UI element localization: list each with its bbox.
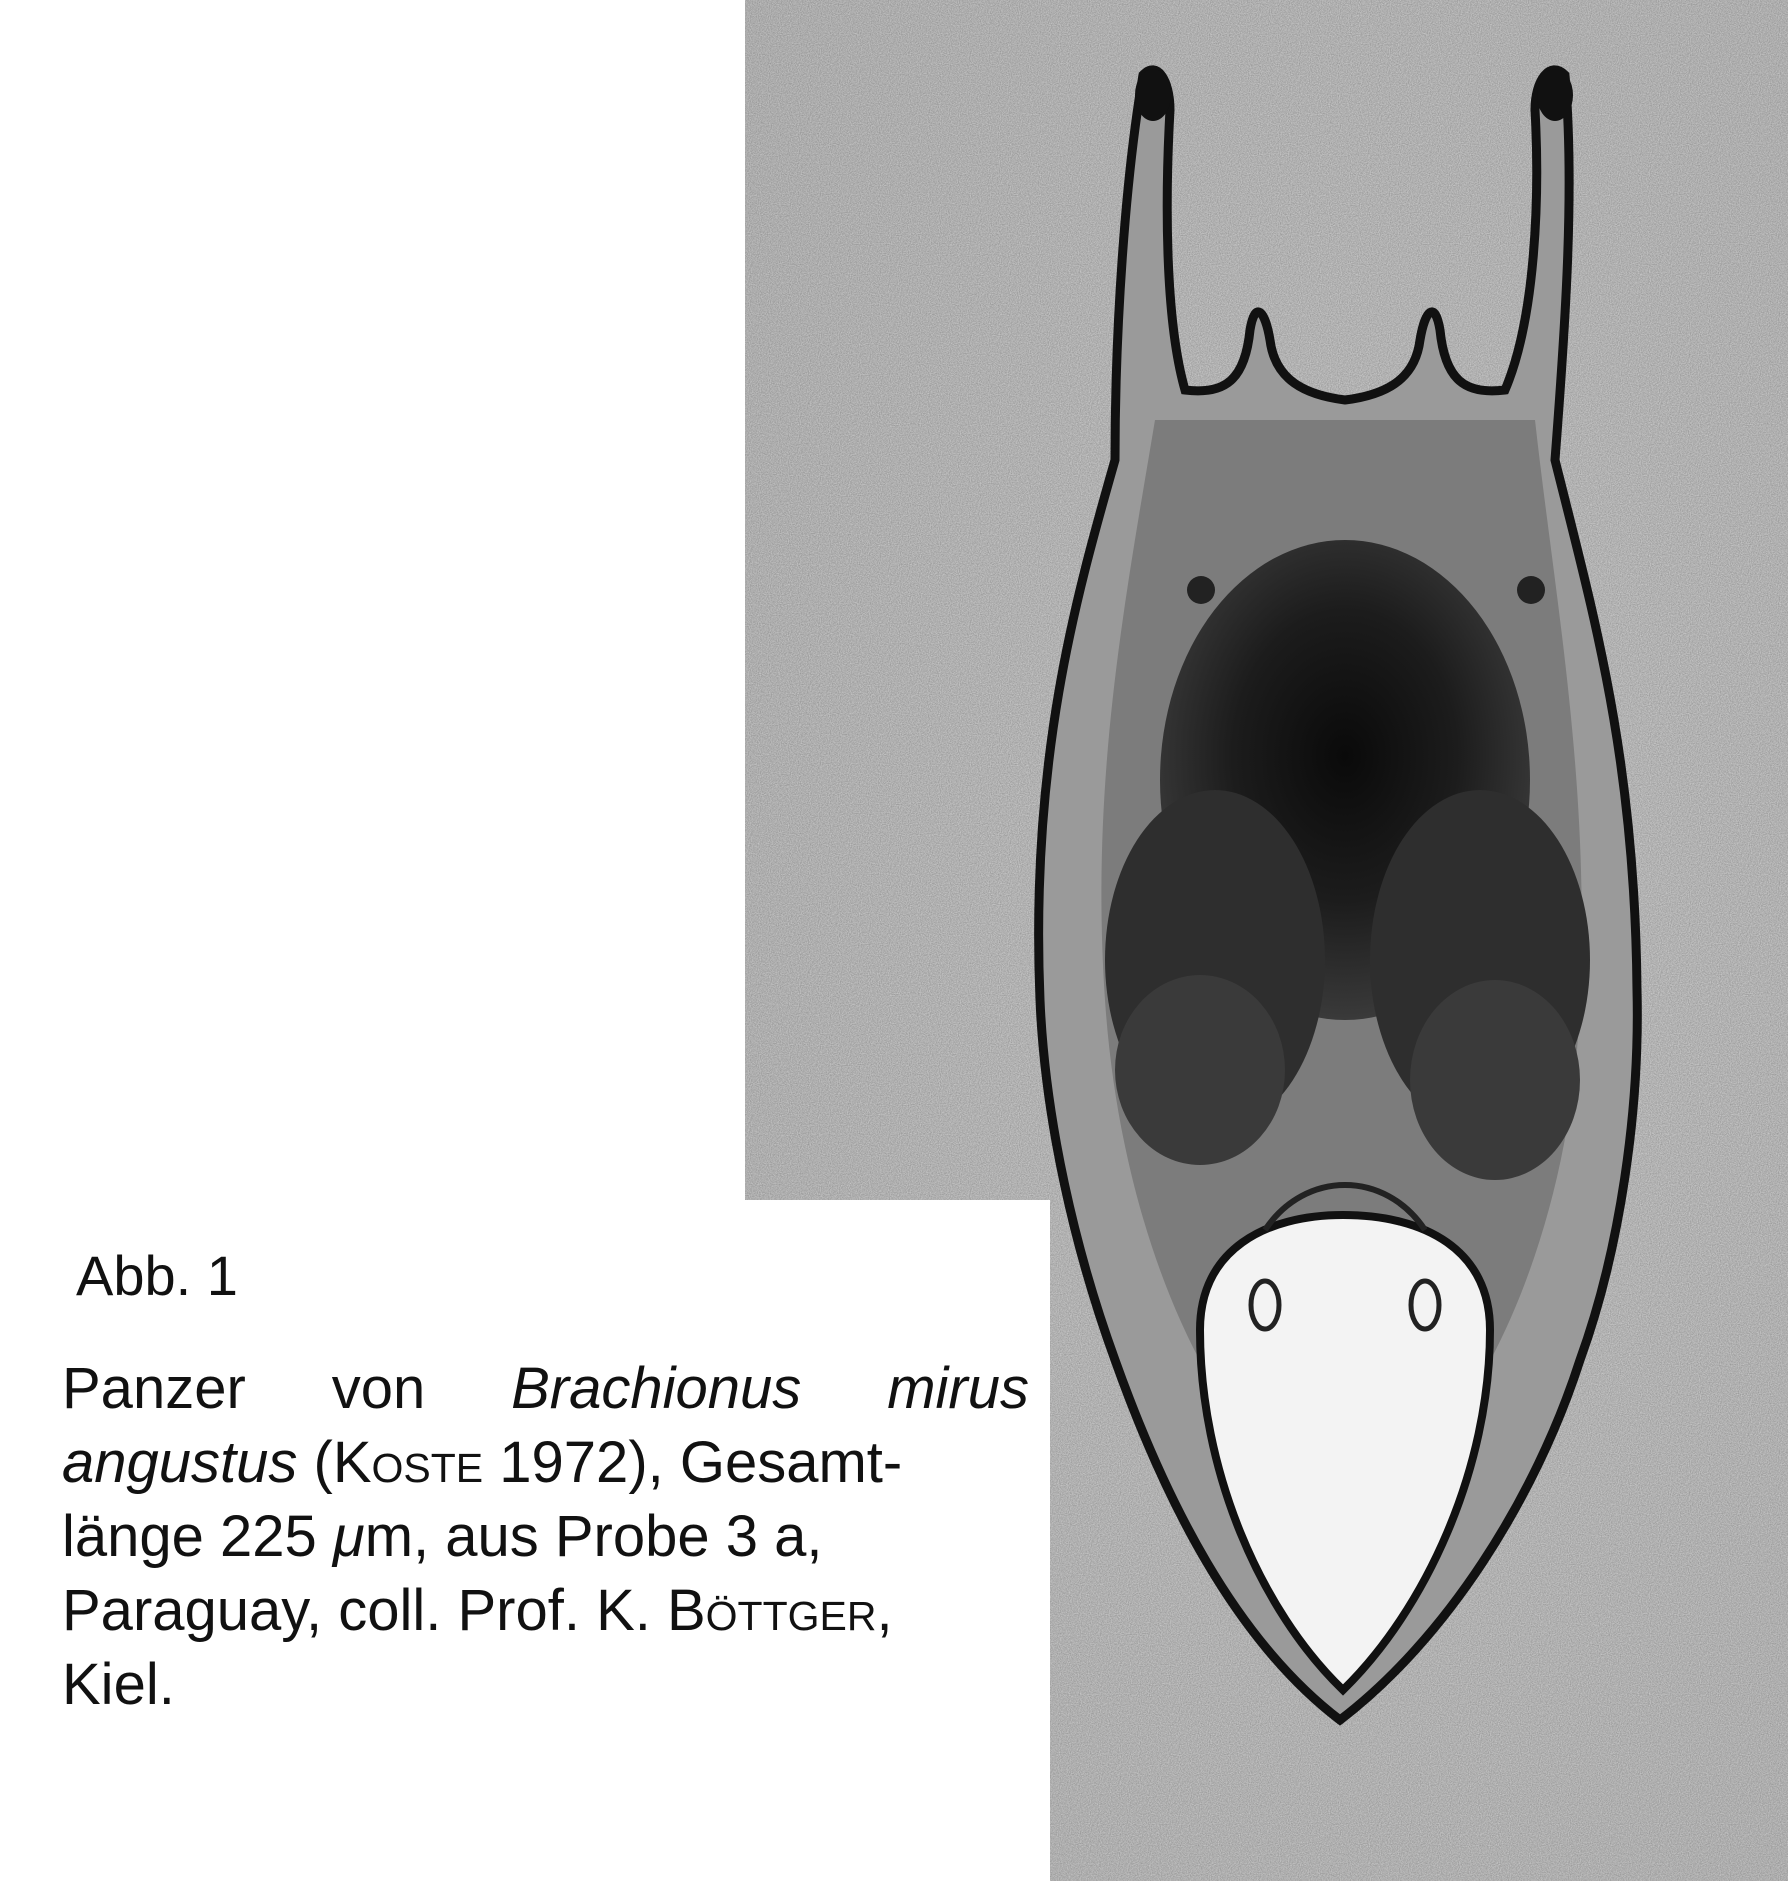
caption-line-5: Kiel.	[62, 1652, 175, 1717]
caption-text: (	[297, 1430, 333, 1495]
caption-text: länge 225	[62, 1504, 333, 1569]
micro-symbol: μ	[332, 1504, 365, 1569]
caption-word: Panzer	[62, 1356, 246, 1421]
collector-name: Böttger	[666, 1578, 877, 1643]
figure-label: Abb. 1	[76, 1244, 238, 1307]
species-genus: Brachionus	[511, 1356, 802, 1421]
caption-line-4	[62, 1574, 1029, 1648]
caption-text: m, aus Probe 3 a,	[364, 1504, 823, 1569]
caption-line-1	[62, 1352, 1029, 1426]
species-epithet: mirus	[887, 1356, 1029, 1421]
caption-word: von	[331, 1356, 426, 1421]
caption-text: ,	[876, 1578, 893, 1643]
caption-line-2	[62, 1426, 1029, 1500]
caption-text: Paraguay, coll. Prof. K.	[62, 1578, 667, 1643]
caption-line-3	[62, 1500, 1029, 1574]
subspecies-name: angustus	[62, 1430, 298, 1495]
author-name: Koste	[332, 1430, 484, 1495]
caption-text: 1972), Gesamt-	[483, 1430, 903, 1495]
figure-caption	[62, 1352, 1029, 1722]
